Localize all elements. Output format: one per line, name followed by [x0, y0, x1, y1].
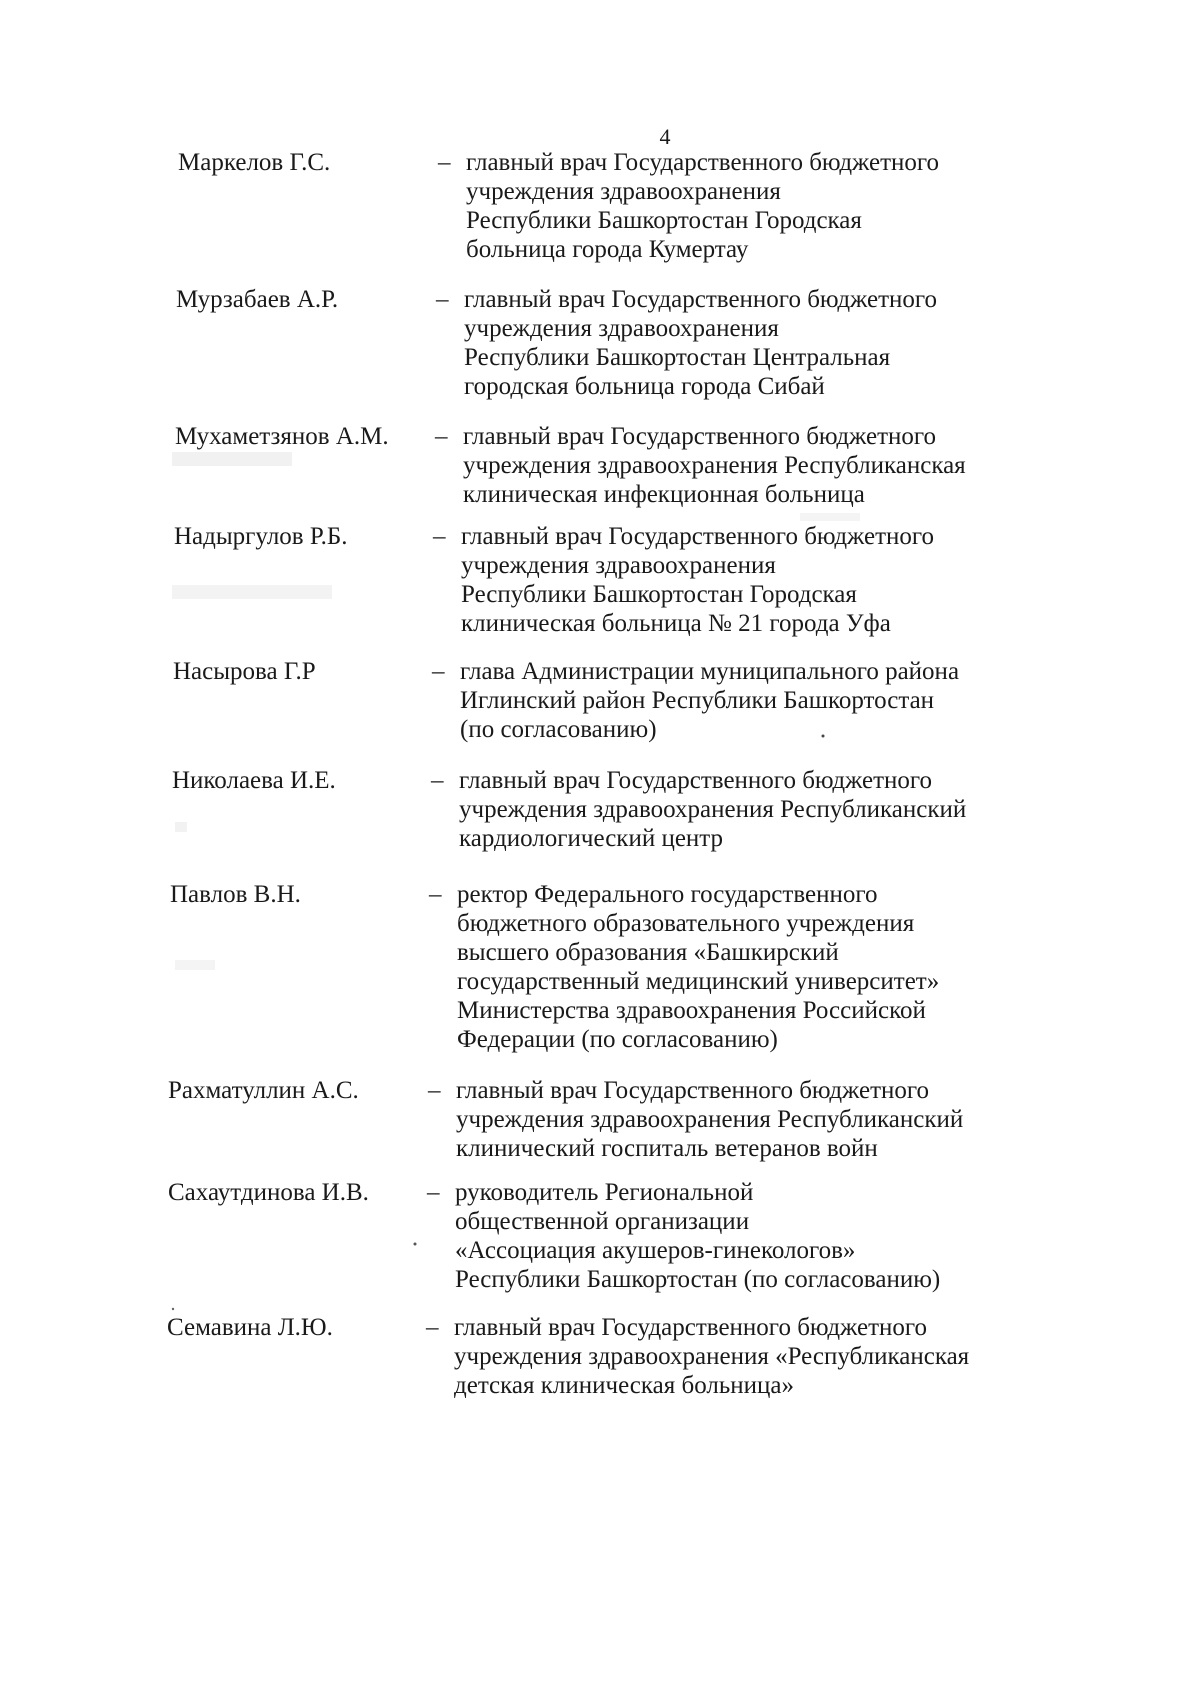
- position-description: главный врач Государственного бюджетного учреждения здравоохранения Республиканский клинический госпиталь ветеранов войн: [456, 1077, 964, 1162]
- position-description: главный врач Государственного бюджетного учреждения здравоохранения «Республиканская детская клиническая больница»: [454, 1314, 970, 1399]
- scan-smudge: [175, 960, 215, 970]
- position-description: глава Администрации муниципального района Иглинский район Республики Башкортостан (по согласованию): [460, 658, 960, 743]
- person-name: Мурзабаев А.Р.: [176, 286, 339, 313]
- position-description: главный врач Государственного бюджетного учреждения здравоохранения Республиканская клиническая инфекционная больница: [463, 423, 966, 508]
- scan-smudge: [175, 822, 187, 832]
- dash-separator: –: [432, 658, 445, 685]
- person-name: Мухаметзянов А.М.: [175, 423, 389, 450]
- person-name: Семавина Л.Ю.: [167, 1314, 333, 1341]
- person-name: Николаева И.Е.: [172, 767, 336, 794]
- dash-separator: –: [435, 423, 448, 450]
- dash-separator: –: [436, 286, 449, 313]
- dash-separator: –: [433, 523, 446, 550]
- person-name: Маркелов Г.С.: [178, 149, 331, 176]
- dash-separator: –: [438, 149, 451, 176]
- page-number: 4: [659, 124, 671, 149]
- dash-separator: –: [427, 1179, 440, 1206]
- scan-smudge: [172, 452, 292, 466]
- dash-separator: –: [431, 767, 444, 794]
- scan-smudge: [172, 585, 332, 599]
- position-description: главный врач Государственного бюджетного учреждения здравоохранения Республики Башкортостан Центральная городская больница города Сибай: [464, 286, 938, 400]
- position-description: ректор Федерального государственного бюджетного образовательного учреждения высшего образования «Башкирский государственный медицинский университет» Министерства здравоохранения Российской Федерации (по согласованию): [457, 881, 940, 1053]
- position-description: главный врач Государственного бюджетного учреждения здравоохранения Республики Башкортостан Городская клиническая больница № 21 города Уфа: [461, 523, 935, 637]
- position-description: главный врач Государственного бюджетного учреждения здравоохранения Республики Башкортостан Городская больница города Кумертау: [466, 149, 940, 263]
- position-description: главный врач Государственного бюджетного учреждения здравоохранения Республиканский кардиологический центр: [459, 767, 967, 852]
- scan-speck: [414, 1243, 417, 1246]
- person-name: Надыргулов Р.Б.: [174, 523, 348, 550]
- dash-separator: –: [428, 1077, 441, 1104]
- dash-separator: –: [429, 881, 442, 908]
- person-name: Рахматуллин А.С.: [168, 1077, 359, 1104]
- person-name: Сахаутдинова И.В.: [168, 1179, 369, 1206]
- scan-speck: [172, 1308, 174, 1310]
- person-name: Насырова Г.Р: [173, 658, 316, 685]
- dash-separator: –: [426, 1314, 439, 1341]
- person-name: Павлов В.Н.: [170, 881, 301, 908]
- scan-smudge: [800, 513, 860, 521]
- position-description: руководитель Региональной общественной организации «Ассоциация акушеров-гинекологов» Республики Башкортостан (по согласованию): [455, 1179, 941, 1293]
